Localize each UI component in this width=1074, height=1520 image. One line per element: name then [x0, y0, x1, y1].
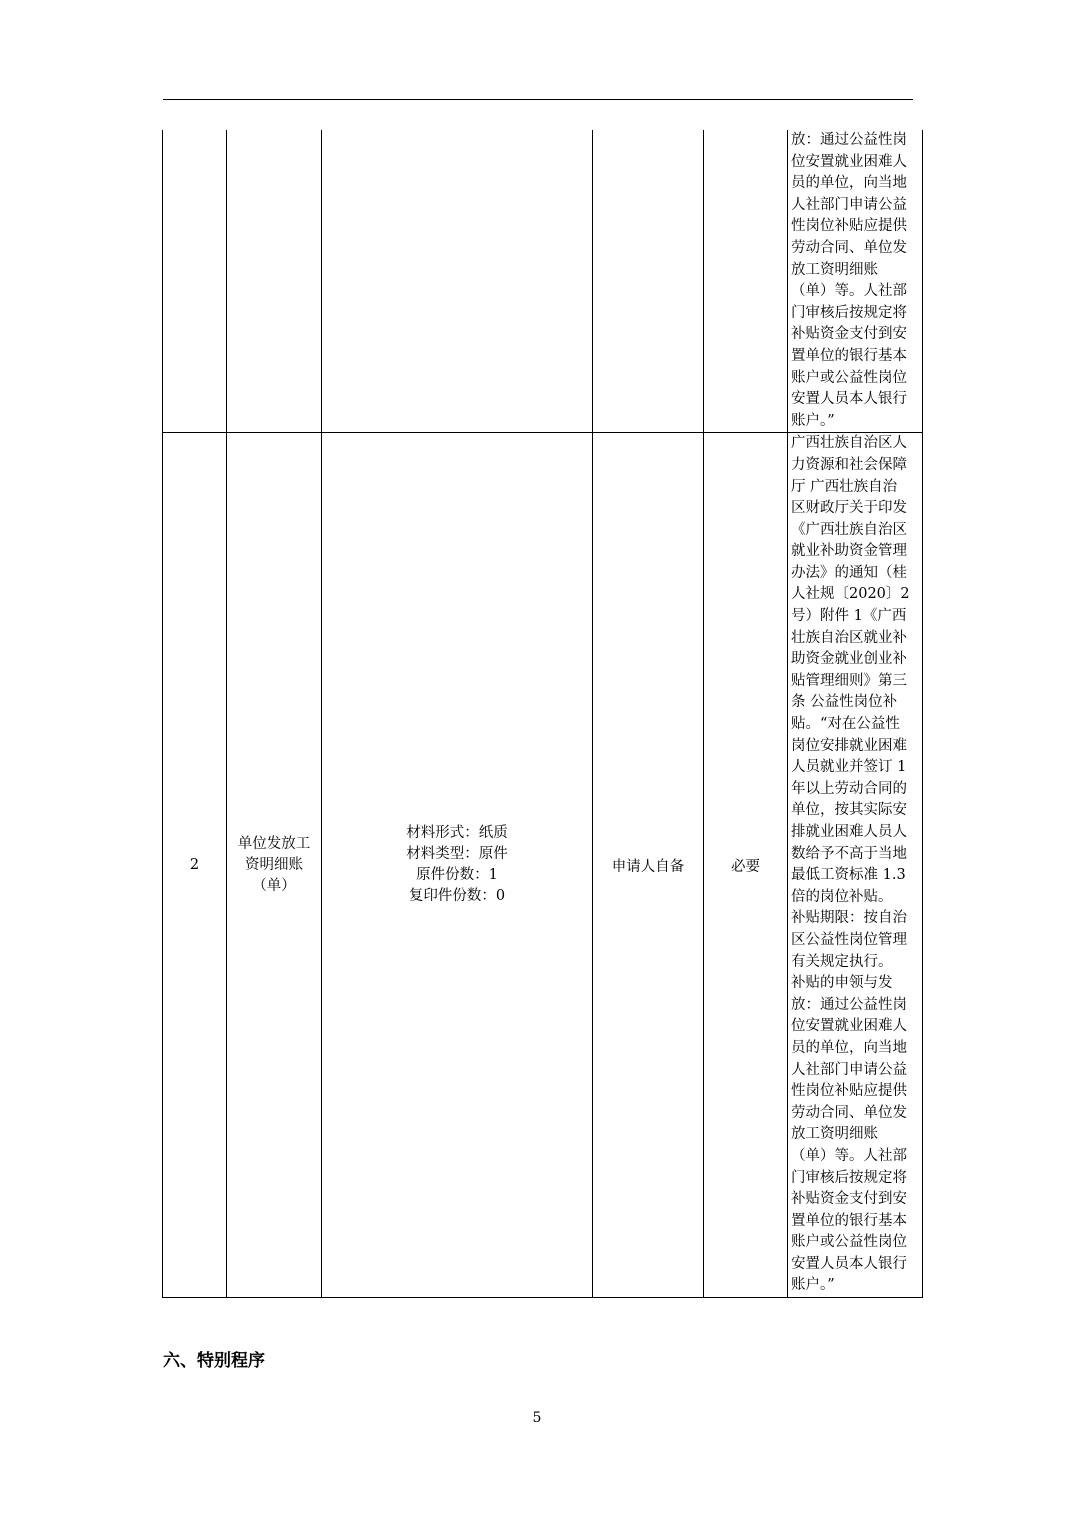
- legal-basis-cell: [788, 130, 923, 433]
- required-cell: [704, 130, 788, 433]
- section-title: 六、特别程序: [163, 1351, 265, 1371]
- legal-basis-line: 置单位的银行基本: [791, 347, 907, 364]
- index-cell: [163, 130, 227, 433]
- material-name-line: 资明细账: [245, 856, 303, 873]
- legal-basis-line: 最低工资标准 1.3: [791, 867, 906, 884]
- legal-basis-line: 区公益性岗位管理: [791, 931, 907, 948]
- legal-basis-line: 贴管理细则》第三: [791, 672, 907, 689]
- legal-basis-line: （单）等。人社部: [791, 1147, 907, 1164]
- legal-basis-line: 置单位的银行基本: [791, 1212, 907, 1229]
- materials-table: [162, 130, 923, 1298]
- legal-basis-line: 员的单位，向当地: [791, 1039, 907, 1056]
- legal-basis-line: 员的单位，向当地: [791, 175, 907, 192]
- legal-basis-line: 助资金就业创业补: [791, 651, 907, 668]
- legal-basis-line: 力资源和社会保障: [791, 456, 907, 473]
- legal-basis-line: 劳动合同、单位发: [791, 1104, 907, 1121]
- legal-basis-line: 岗位安排就业困难: [791, 737, 907, 754]
- material-requirements-cell: [322, 130, 593, 433]
- legal-basis-line: 人员就业并签订 1: [791, 759, 907, 776]
- material-form: 材料形式：纸质: [406, 825, 508, 842]
- page-number: 5: [532, 1410, 542, 1426]
- table-row: [163, 433, 923, 1298]
- legal-basis-line: 放工资明细账: [791, 1126, 878, 1143]
- legal-basis-line: 补贴资金支付到安: [791, 326, 907, 343]
- required-cell: 必要: [704, 433, 788, 1298]
- legal-basis-line: 位安置就业困难人: [791, 1018, 907, 1035]
- legal-basis-line: 放：通过公益性岗: [791, 132, 907, 148]
- legal-basis-line: 门审核后按规定将: [791, 1169, 907, 1186]
- legal-basis-line: 有关规定执行。: [791, 953, 893, 970]
- legal-basis-line: 补贴期限：按自治: [791, 910, 907, 927]
- legal-basis-line: 贴。“对在公益性: [791, 716, 900, 733]
- legal-basis-text: [791, 130, 921, 432]
- legal-basis-line: 安置人员本人银行: [791, 1255, 907, 1272]
- material-name-cell: [227, 433, 322, 1298]
- legal-basis-line: 劳动合同、单位发: [791, 239, 907, 256]
- legal-basis-line: 办法》的通知（桂: [791, 564, 907, 581]
- original-copies: 原件份数：1: [416, 867, 498, 884]
- legal-basis-line: 号）附件 1《广西: [791, 608, 907, 625]
- legal-basis-line: 补贴的申领与发: [791, 975, 893, 992]
- legal-basis-line: 安置人员本人银行: [791, 391, 907, 408]
- photocopy-copies: 复印件份数：0: [408, 888, 506, 905]
- material-name-line: （单）: [252, 877, 296, 894]
- legal-basis-line: 数给予不高于当地: [791, 845, 907, 862]
- legal-basis-line: 账户。”: [791, 1277, 835, 1294]
- legal-basis-line: 年以上劳动合同的: [791, 780, 907, 797]
- material-name-line: 单位发放工: [237, 835, 311, 852]
- legal-basis-line: 账户或公益性岗位: [791, 1234, 907, 1251]
- legal-basis-line: 条 公益性岗位补: [791, 694, 898, 711]
- legal-basis-line: 排就业困难人员人: [791, 824, 907, 840]
- legal-basis-line: 壮族自治区就业补: [791, 629, 907, 646]
- legal-basis-text: [791, 433, 921, 1297]
- legal-basis-line: 区财政厅关于印发: [791, 500, 907, 517]
- legal-basis-line: 账户或公益性岗位: [791, 369, 907, 386]
- material-requirements-cell: [322, 433, 593, 1298]
- table-row-continued: [163, 130, 923, 433]
- legal-basis-line: 门审核后按规定将: [791, 304, 907, 321]
- legal-basis-line: 补贴资金支付到安: [791, 1191, 907, 1208]
- source-cell: [593, 130, 704, 433]
- legal-basis-cell: [788, 433, 923, 1298]
- legal-basis-line: 单位，按其实际安: [791, 802, 907, 819]
- material-type: 材料类型：原件: [406, 846, 508, 863]
- legal-basis-line: 广西壮族自治区人: [791, 435, 907, 452]
- index-cell: 2: [163, 433, 227, 1298]
- header-rule: [163, 99, 913, 100]
- legal-basis-line: 人社部门申请公益: [791, 1061, 907, 1078]
- material-name-cell: [227, 130, 322, 433]
- source-cell: 申请人自备: [593, 433, 704, 1298]
- legal-basis-line: 性岗位补贴应提供: [791, 218, 907, 235]
- legal-basis-line: 人社部门申请公益: [791, 196, 907, 213]
- legal-basis-line: 人社规〔2020〕2: [791, 586, 910, 603]
- legal-basis-line: 账户。”: [791, 412, 835, 429]
- legal-basis-line: （单）等。人社部: [791, 283, 907, 300]
- legal-basis-line: 《广西壮族自治区: [791, 521, 907, 538]
- legal-basis-line: 厅 广西壮族自治: [791, 478, 898, 495]
- legal-basis-line: 放工资明细账: [791, 261, 878, 278]
- legal-basis-line: 就业补助资金管理: [791, 543, 907, 560]
- legal-basis-line: 位安置就业困难人: [791, 153, 907, 170]
- legal-basis-line: 性岗位补贴应提供: [791, 1083, 907, 1100]
- legal-basis-line: 放：通过公益性岗: [791, 996, 907, 1013]
- legal-basis-line: 倍的岗位补贴。: [791, 888, 893, 905]
